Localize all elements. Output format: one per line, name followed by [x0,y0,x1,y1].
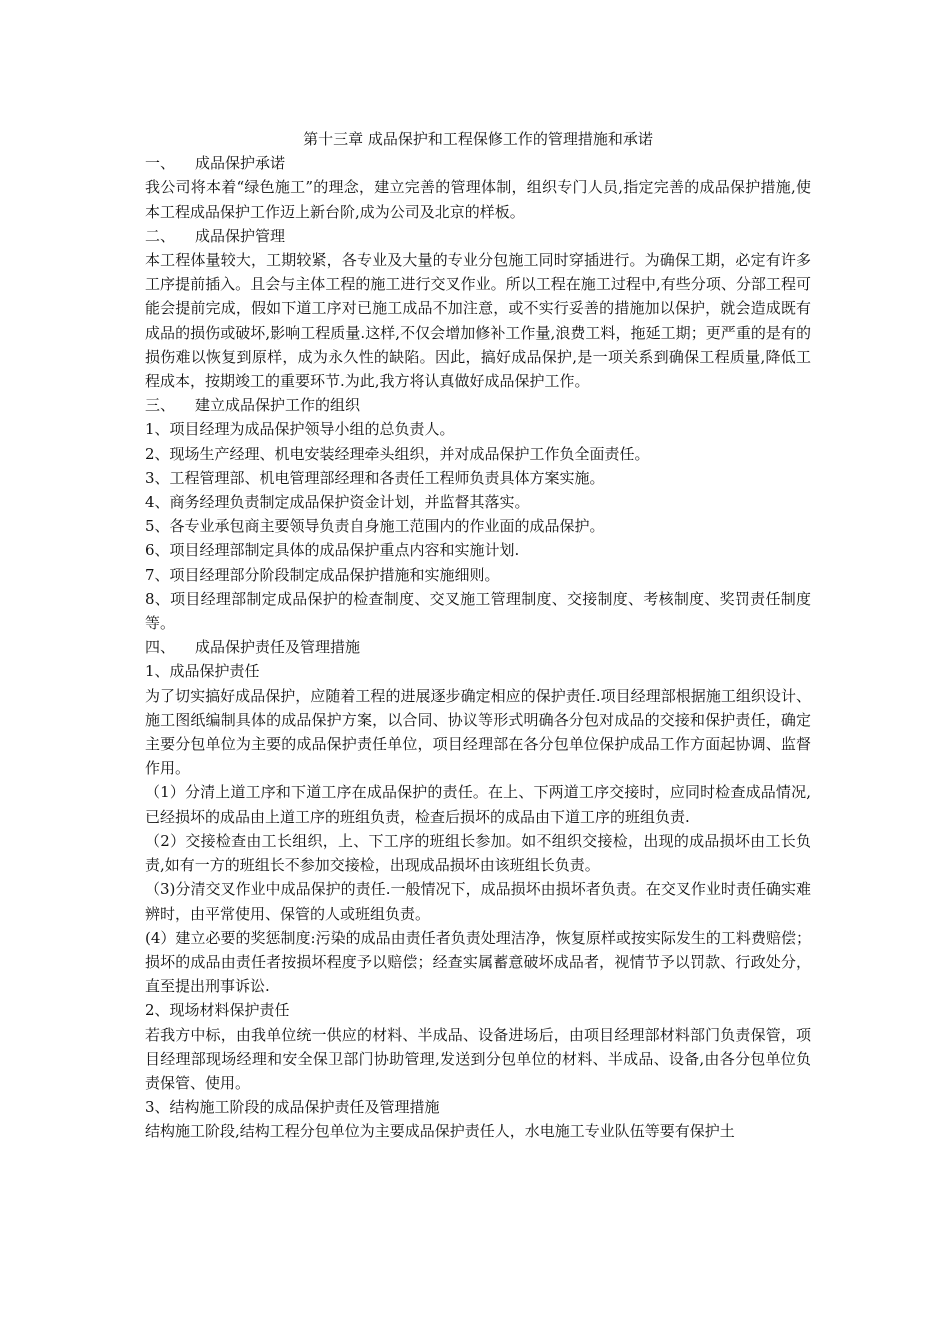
section-heading-3 [145,393,811,417]
document-page [145,127,811,1144]
section-number: 一、 [145,154,176,173]
section-heading-4 [145,635,811,659]
subsection-heading-1: 1、成品保护责任 [145,662,260,681]
list-item: （2）交接检查由工长组织，上、下工序的班组长参加。如不组织交接检，出现的成品损坏由工长负责,如有一方的班组长不参加交接检，出现成品损坏由该班组长负责。 [145,831,811,875]
paragraph-responsibility: 为了切实搞好成品保护，应随着工程的进展逐步确定相应的保护责任.项目经理部根据施工组织设计、施工图纸编制具体的成品保护方案，以合同、协议等形式明确各分包对成品的交接和保护责任，确定主要分包单位为主要的成品保护责任单位，项目经理部在各分包单位保护成品工作方面起协调、监督作用。 [145,686,811,778]
list-item: （3)分清交叉作业中成品保护的责任.一般情况下，成品损坏由损坏者负责。在交叉作业时责任确实难辨时，由平常使用、保管的人或班组负责。 [145,880,811,923]
section-number: 三、 [145,396,176,415]
paragraph-structure-stage: 结构施工阶段,结构工程分包单位为主要成品保护责任人，水电施工专业队伍等要有保护土 [145,1122,735,1141]
section-title: 成品保护承诺 [195,154,286,173]
list-item: 4、商务经理负责制定成品保护资金计划，并监督其落实。 [145,493,530,512]
list-item: 5、各专业承包商主要领导负责自身施工范围内的作业面的成品保护。 [145,517,605,536]
section-title: 成品保护责任及管理措施 [195,638,361,657]
section-number: 二、 [145,226,176,245]
section-title: 成品保护管理 [195,226,286,245]
list-item: 6、项目经理部制定具体的成品保护重点内容和实施计划. [145,541,520,560]
section-number: 四、 [145,638,176,657]
subsection-heading-2: 2、现场材料保护责任 [145,1001,290,1020]
paragraph-materials: 若我方中标，由我单位统一供应的材料、半成品、设备进场后，由项目经理部材料部门负责保管，项目经理部现场经理和安全保卫部门协助管理,发送到分包单位的材料、半成品、设备,由各分包单位负责保管、使用。 [145,1025,811,1092]
list-item: （1）分清上道工序和下道工序在成品保护的责任。在上、下两道工序交接时，应同时检查成品情况,已经损坏的成品由上道工序的班组负责，检查后损坏的成品由下道工序的班组负责. [145,783,811,826]
paragraph-commitment: 我公司将本着“绿色施工”的理念，建立完善的管理体制，组织专门人员,指定完善的成品保护措施,使本工程成品保护工作迈上新台阶,成为公司及北京的样板。 [145,178,811,221]
list-item: 7、项目经理部分阶段制定成品保护措施和实施细则。 [145,565,500,584]
section-heading-1 [145,151,811,175]
document-title: 第十三章 成品保护和工程保修工作的管理措施和承诺 [303,130,653,148]
list-item: 3、工程管理部、机电管理部经理和各责任工程师负责具体方案实施。 [145,468,605,487]
list-item: 2、现场生产经理、机电安装经理牵头组织，并对成品保护工作负全面责任。 [145,444,650,463]
section-heading-2 [145,224,811,248]
list-item: 8、项目经理部制定成品保护的检查制度、交叉施工管理制度、交接制度、考核制度、奖罚责任制度等。 [145,589,811,633]
section-title: 建立成品保护工作的组织 [195,396,361,415]
subsection-heading-3: 3、结构施工阶段的成品保护责任及管理措施 [145,1098,440,1117]
list-item: 1、项目经理为成品保护领导小组的总负责人。 [145,420,455,439]
paragraph-management: 本工程体量较大，工期较紧，各专业及大量的专业分包施工同时穿插进行。为确保工期，必定有许多工序提前插入。且会与主体工程的施工进行交叉作业。所以工程在施工过程中,有些分项、分部工程可能会提前完成，假如下道工序对已施工成品不加注意，或不实行妥善的措施加以保护，就会造成既有成品的损伤或破坏,影响工程质量.这样,不仅会增加修补工作量,浪费工料，拖延工期；更严重的是有的损伤难以恢复到原样，成为永久性的缺陷。因此，搞好成品保护,是一项关系到确保工程质量,降低工程成本，按期竣工的重要环节.为此,我方将认真做好成品保护工作。 [145,251,811,391]
list-item: (4）建立必要的奖惩制度:污染的成品由责任者负责处理洁净，恢复原样或按实际发生的工料费赔偿；损坏的成品由责任者按损坏程度予以赔偿；经查实属蓄意破坏成品者，视情节予以罚款、行政处分，直至提出刑事诉讼. [145,928,811,996]
